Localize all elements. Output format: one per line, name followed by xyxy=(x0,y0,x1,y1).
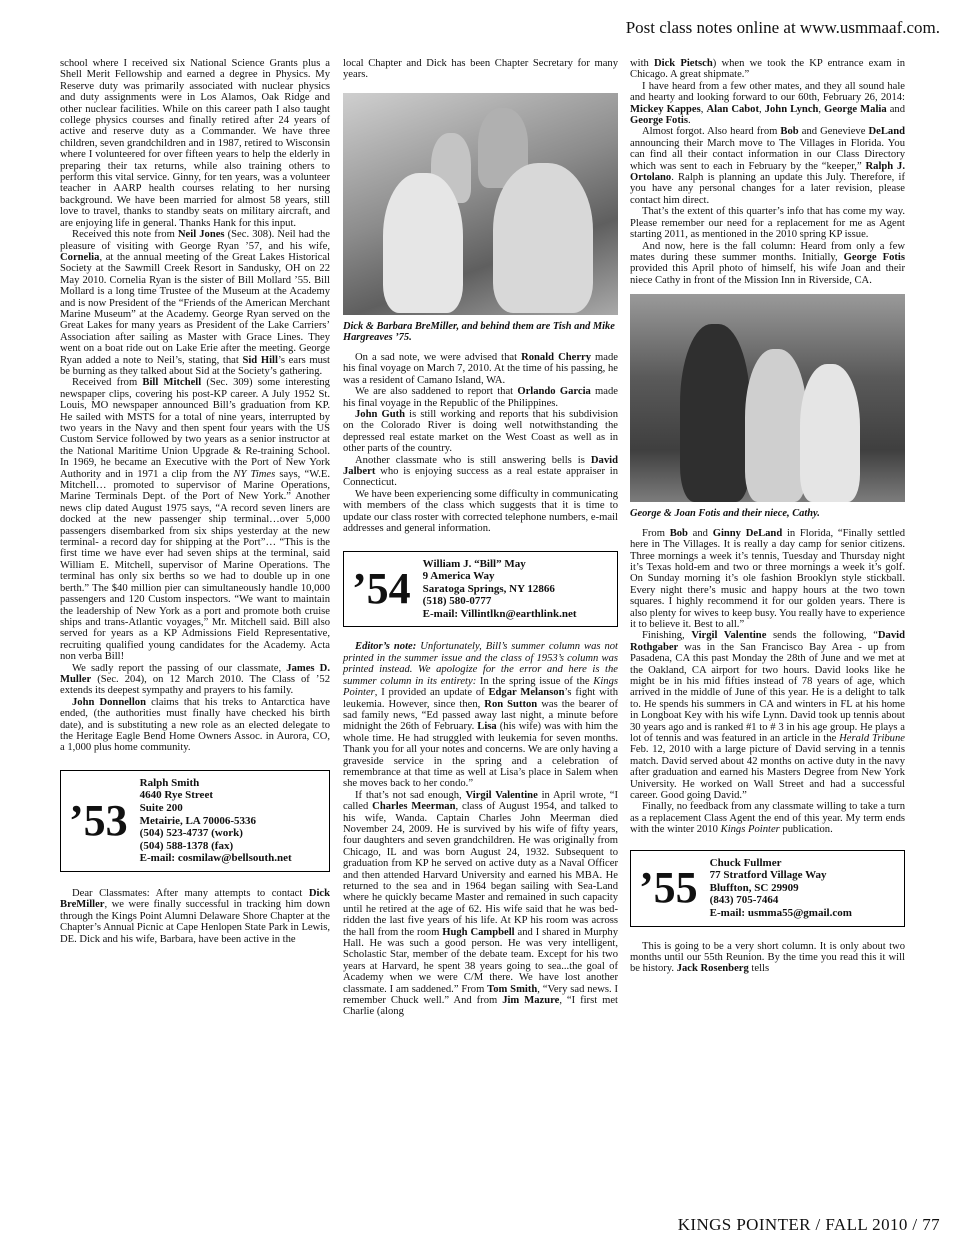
paragraph: We are also saddened to report that Orlando Garcia made his final voyage in the Republic of the Philippines. xyxy=(343,386,619,409)
agent-email: E-mail: Villintlkn@earthlink.net xyxy=(422,607,577,620)
paragraph: And now, here is the fall column: Heard from only a few mates during these summer months. Initially, George Fotis provided this April photo of himself, his wife Joan and their niece Cathy in front of the Mission Inn in Riverside, CA. xyxy=(630,240,905,286)
class-agent-box-55 xyxy=(630,850,905,927)
class-agent-box-54 xyxy=(343,551,618,628)
paragraph: That’s the extent of this quarter’s info that has come my way. Please remember our need for a replacement for me as Agent starting 2011, as mentioned in the 2010 spring KP issue. xyxy=(630,206,905,241)
paragraph: school where I received six National Science Grants plus a Shell Merit Fellowship and earned a degree in Physics. My Reserve duty was primarily associated with nuclear physics and duty assignments were in Los Alamos, Oak Ridge and other nuclear facilities. While on this career path I also taught college physics courses and finally retired after 24 years of active and reserve duty as a Commander. We have three children, seven grandchildren and in 1987, retired to Wisconsin where I volunteered for over fifteen years to help the elderly in preparing their tax returns, while also training others to perform this vital service. Ginny, for ten years, was a volunteer teacher in AARP health courses relating to her nursing background. We have been married for almost 58 years, still love to travel, thanks to standby seats on military aircraft, and are enjoying life in general. Thanks Hank for this input. xyxy=(60,58,330,229)
paragraph: John Donnellon claims that his treks to Antarctica have ended, (the authorities must finally have checked his birth date), and is substituting a new role as an elected delegate to the Heritage Eagle Bend Home Owners Assoc. in Aurora, CO, a 1,000 plus home community. xyxy=(60,696,330,754)
paragraph: Dear Classmates: After many attempts to contact Dick BreMiller, we were finally successful in tracking him down through the Kings Point Alumni Delaware Shore Chapter at the Chapter’s Annual Picnic at Cape Henlopen State Park in Lewis, DE. Dick and his wife, Barbara, have been active in the xyxy=(60,887,330,945)
agent-contact: William J. “Bill” May 9 America Way Saratoga Springs, NY 12866 (518) 580-0777 E-mail: Villintlkn@earthlink.net xyxy=(422,557,577,620)
page-header: Post class notes online at www.usmmaaf.com. xyxy=(625,18,940,37)
photo-caption: George & Joan Fotis and their niece, Cathy. xyxy=(630,508,820,520)
column-2 xyxy=(343,58,618,1018)
agent-email: E-mail: cosmilaw@bellsouth.net xyxy=(139,852,292,865)
paragraph: John Guth is still working and reports that his subdivision on the Colorado River is doing well notwithstanding the depressed real estate market on the West Coast as well as in other parts of the country. xyxy=(343,409,619,455)
paragraph: If that’s not sad enough, Virgil Valentine in April wrote, “I called Charles Meerman, class of August 1954, and talked to his wife, Wanda. Captain Charles John Meerman died November 24, 2009. He is survived by his wife of fifty years, four daughters and seven grandchildren. He was originally from Chicago, IL and was born August 24, 1932. Subsequent to graduation from KP he served on active duty as a Naval Officer and then attended Harvard University and earned his MBA. He returned to the sea and in 1964 began sailing with Sea-Land where he quickly became Master and remained in such capacity until he retired at the age of 62. His wife said that he was bed-ridden the last five years of his life. At KP his room was across the hall from the room Hugh Campbell and I shared in Murphy Hall. He was such a good person. He was very intelligent, Scholastic Star, member of the debate team. Except for his two years at Harvard, he spent 38 years going to sea...the goal of Academy when we were C/M there. We have lost another classmate. I am saddened.” From Tom Smith, “Very sad news. I remember Chuck well.” And from Jim Mazure, “I first met Charlie (along xyxy=(343,789,618,1018)
page-footer: KINGS POINTER / FALL 2010 / 77 xyxy=(677,1215,940,1234)
class-year: ’53 xyxy=(69,795,128,845)
paragraph: Editor’s note: Unfortunately, Bill’s summer column was not printed in the summer issue and the class of 1953’s column was printed instead. We apologize for the error and here is the summer column in its entirety: In the spring issue of the Kings Pointer, I provided an update of Edgar Melanson’s fight with leukemia. However, since then, Ron Sutton was the bearer of sad family news, “Ed passed away last night, a minute before midnight the 26th of February. Lisa (his wife) was with him the whole time. He had struggled with leukemia for seven months. Thank you for all your notes and concerns. We are only having a graveside service in the spring and a celebration of remembrance at that time as well at Lisa’s place in Salem when she moves back to her condo.” xyxy=(343,641,619,790)
photo-fotis xyxy=(630,294,905,502)
paragraph: Received this note from Neil Jones (Sec. 308). Neil had the pleasure of visiting with George Ryan ’57, and his wife, Cornelia, at the annual meeting of the Great Lakes Historical Society at the Sawmill Creek Resort in Sandusky, OH on 22 May 2010. Cornelia Ryan is the sister of Bill Mollard ’55. Bill Mollard is a long time Trustee of the Museum at the Academy and is now President of the “Friends of the American Merchant Marine Museum” at the Academy. George Ryan served on the Great Lakes for many years as President of the Lake Carriers’ Association after sailing as Master with Grace Lines. They went on a boat ride out on Lake Erie after the meeting. George Ryan added a note to Neil’s, stating, that Sid Hill’s ears must be burning as they talked about Sid at the Society’s gathering. xyxy=(60,229,330,377)
paragraph: Finally, no feedback from any classmate willing to take a turn as a replacement Class Agent the end of this year. My term ends with the winter 2010 Kings Pointer publication. xyxy=(630,801,905,836)
paragraph: with Dick Pietsch) when we took the KP entrance exam in Chicago. A great shipmate.” xyxy=(630,58,905,81)
paragraph: From Bob and Ginny DeLand in Florida, “Finally settled here in The Villages. It is really a day camp for senior citizens. Three mornings a week it’s tennis, Tuesday and Thursday night it’s Texas hold-em and two or three mornings a week it’s golf. On Sunday morning it’s ole fashion Brooklyn style stickball. Every night there’s music and happy hours at the two town squares. I highly recommend it for our golden years. There is also plenty for wives to keep busy. You really have to experience it to believe it. Best to all.” xyxy=(630,527,905,630)
paragraph: We sadly report the passing of our classmate, James D. Muller (Sec. 204), on 12 March 2010. The Class of ’52 extends its deepest sympathy and prayers to his family. xyxy=(60,662,330,697)
paragraph: I have heard from a few other mates, and they all sound hale and hearty and looking forward to our 60th, February 26, 2014: Mickey Kappes, Alan Cabot, John Lynch, George Malia and George Fotis. xyxy=(630,80,905,127)
column-3 xyxy=(630,58,905,975)
paragraph: This is going to be a very short column. It is only about two months until our 55th Reunion. By the time you read this it will be history. Jack Rosenberg tells xyxy=(630,940,905,975)
photo-bremiller xyxy=(343,93,618,315)
paragraph: Almost forgot. Also heard from Bob and Genevieve DeLand announcing their March move to The Villages in Florida. You can find all their contact information in our Class Directory which was sent to each in February by the “keeper,” Ralph J. Ortolano. Ralph is planning an update this July. Therefore, if you have any personal changes for a later revision, please contact him direct. xyxy=(630,126,905,206)
paragraph: Received from Bill Mitchell (Sec. 309) some interesting newspaper clips, covering his post-KP career. A July 1952 St. Louis, MO newspaper announced Bill’s graduation from KP. He sailed with MSTS for a total of nine years, interrupted by two years in the Navy and then spent four years with the US Custom Service followed by two years as a senior instructor at the National Maritime Union Upgrade & Re-training School. In 1969, he became an Executive with the Port of New York Authority and in 1971 a clip from the NY Times says, “W.E. Mitchell… promoted to supervisor of Marine Operations, Marine Terminals Dept. of the Port of New York.” Another news clip dated August 1975 says, “A record seven liners are docked at the new passenger ship terminal…over 5,000 passengers disembarked from six ships yesterday at the new terminal- a record day for shipping at the Port”… “This is the first time we have ever had seven ships at the terminal, said William E. Mitchell, supervisor of Marine Operations. The terminal has only six berths so we had to double up in one berth.” The $40 million pier can simultaneously handle 10,000 passengers and 120 Custom inspectors. “We want to maintain the leadership of New York as a port and promote both cruise ships and trans-Atlantic voyages,” Mr. Mitchell said. Bill also served for years as a KP Admissions Field Representative, recruiting qualified young candidates for the Academy. Acta non verba Bill! xyxy=(60,377,330,663)
photo-caption: Dick & Barbara BreMiller, and behind them are Tish and Mike Hargreaves ’75. xyxy=(343,320,615,344)
paragraph: Finishing, Virgil Valentine sends the following, “David Rothgaber was in the San Francisco Bay Area - up from Pasadena, CA this past Monday the 28th of June and we met at the Oakland, CA airport for two hours. David looks like he might be in his mid fifties instead of 78 years of age, which arrived in the middle of June of this year. He is a delight to talk to. He spends his summers in CA and winters in FL at his home in Longboat Key with his wife Lynn. David took up tennis about 30 years ago and is ranked #1 to # 3 in his age group. He plays a lot of tennis and was featured in an article in the Herald Tribune Feb. 12, 2010 with a large picture of David serving in a tennis match. David served about 42 months on active duty in the navy after graduation and earned his Masters Degree from New York University. He worked on Wall Street and had a successful career. Good going David.” xyxy=(630,630,905,802)
paragraph: local Chapter and Dick has been Chapter Secretary for many years. xyxy=(343,58,618,81)
agent-email: E-mail: usmma55@gmail.com xyxy=(709,907,852,920)
paragraph: We have been experiencing some difficulty in communicating with members of the class which suggests that it is time to update our class roster with corrected telephone numbers, e-mail addresses and general information. xyxy=(343,488,618,535)
paragraph: On a sad note, we were advised that Ronald Cherry made his final voyage on March 7, 2010. At the time of his passing, he was a resident of Camano Island, WA. xyxy=(343,352,619,386)
paragraph: Another classmate who is still answering bells is David Jalbert who is enjoying success as a real estate appraiser in Connecticut. xyxy=(343,454,618,489)
agent-contact: Chuck Fullmer 77 Stratford Village Way Bluffton, SC 29909 (843) 705-7464 E-mail: usmma55@gmail.com xyxy=(709,856,852,920)
class-year: ’55 xyxy=(639,863,698,913)
class-year: ’54 xyxy=(352,563,411,613)
column-1 xyxy=(60,58,330,945)
class-agent-box-53 xyxy=(60,770,330,872)
agent-contact: Ralph Smith 4640 Rye Street Suite 200 Metairie, LA 70006-5336 (504) 523-4737 (work) (504) 588-1378 (fax) E-mail: cosmilaw@bellsouth.net xyxy=(139,776,292,865)
